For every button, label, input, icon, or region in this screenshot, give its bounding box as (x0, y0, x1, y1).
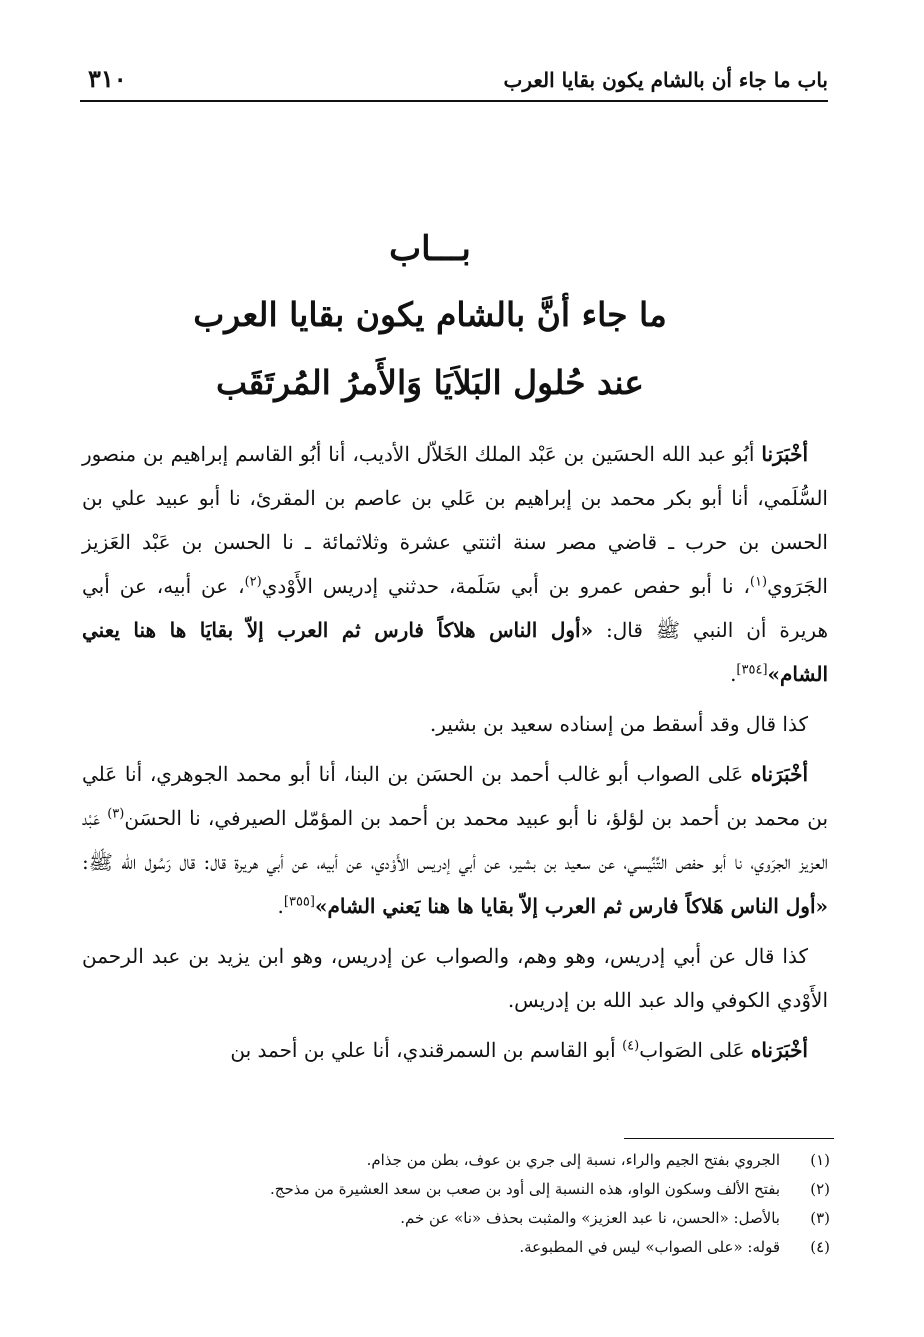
footnote-4 (90, 1233, 830, 1262)
paragraph-3-end: . (277, 894, 284, 918)
paragraph-3 (82, 752, 828, 928)
footnote-number: (٢) (810, 1180, 830, 1198)
hadith-quote-1: «أول الناس هلاكاً فارس ثم العرب إلاّ بقايَا ها هنا يعني الشام» (82, 618, 828, 686)
footnote-text: بفتح الألف وسكون الواو، هذه النسبة إلى أود بن صعب بن سعد العشيرة من مذحج. (270, 1180, 780, 1198)
chapter-title-line-2: عند حُلول البَلاَيَا وَالأَمرُ المُرتَقَب (216, 363, 644, 402)
footnote-text: الجروي بفتح الجيم والراء، نسبة إلى جري بن عوف، بطن من جذام. (366, 1151, 780, 1169)
paragraph-1-text-b: ، نا أبو حفص عمرو بن أبي سَلَمة، حدثني إدريس الأَوْدي (261, 574, 750, 598)
chapter-label: بـــاب (389, 229, 471, 269)
paragraph-3-text-b: عَبْد العزيز الجرَوي، نا أبو حفص التِّنِّيسي، عن سعيد بن بشير، عن أبي إدريس الأَوْدي، عن أبيه، عن أبي هريرة قال: قال رَسُول الله ﷺ: (82, 806, 828, 874)
paragraph-5-text-b: أبو القاسم بن السمرقندي، أنا علي بن أحمد بن (230, 1038, 616, 1062)
chapter-heading (150, 225, 710, 409)
paragraph-1-text-c: ، عن أبيه، عن أبي هريرة أن النبي ﷺ قال: (82, 574, 829, 642)
page-header (80, 58, 828, 102)
page-number: ٣١٠ (88, 64, 127, 93)
footnote-text: بالأصل: «الحسن، نا عبد العزيز» والمثبت بحذف «نا» عن خم. (400, 1209, 780, 1227)
footnote-1 (90, 1146, 830, 1175)
footnote-number: (٤) (810, 1238, 830, 1256)
footnote-3 (90, 1204, 830, 1233)
footnote-number: (١) (810, 1151, 830, 1169)
running-title: باب ما جاء أن بالشام يكون بقايا العرب (503, 68, 828, 92)
paragraph-5-text-a: عَلى الصَواب (639, 1038, 745, 1062)
footnote-marker-1: (١) (749, 574, 768, 590)
hadith-quote-2: «أول الناس هَلاكاً فارس ثم العرب إلاّ بقايا ها هنا يَعني الشام» (315, 894, 828, 918)
footnotes (90, 1146, 830, 1262)
footnote-marker-4: (٤) (622, 1038, 640, 1054)
hadith-ref-2: [٣٥٥] (283, 894, 315, 910)
keyword-akhbaranahu: أخْبَرَناه (750, 762, 809, 786)
paragraph-5 (82, 1028, 828, 1072)
paragraph-1-end: . (730, 662, 737, 686)
paragraph-3-text-a: عَلى الصواب أبو غالب أحمد بن الحسَن بن البنا، أنا أبو محمد الجوهري، أنا عَلي بن محمد بن أحمد بن لؤلؤ، نا أبو عبيد محمد بن أحمد بن المؤمّل الصيرفي، نا الحسَن (82, 762, 829, 830)
footnote-divider (624, 1138, 834, 1139)
paragraph-2: كذا قال وقد أسقط من إسناده سعيد بن بشير. (429, 712, 808, 736)
footnote-text: قوله: «على الصواب» ليس في المطبوعة. (519, 1238, 780, 1256)
chapter-title-line-1: ما جاء أنَّ بالشام يكون بقايا العرب (193, 295, 667, 334)
main-text (82, 432, 828, 1078)
paragraph-1-text-a: أبُو عبد الله الحسَين بن عَبْد الملك الخَلاّل الأديب، أنا أبُو القاسم إبراهيم بن منصور السُّلَمي، أنا أبو بكر محمد بن إبراهيم بن عَلي بن عاصم بن المقرئ، نا أبو عبيد علي بن الحسن بن حرب ـ قاضي مصر سنة اثنتي عشرة وثلاثمائة ـ نا الحسن بن عَبْد العَزيز الجَرَوي (82, 442, 828, 598)
keyword-akhbaranahu-2: أخْبَرَناه (750, 1038, 808, 1062)
footnote-marker-2: (٢) (244, 574, 262, 590)
hadith-ref-1: [٣٥٤] (736, 662, 768, 678)
paragraph-1 (82, 432, 828, 696)
footnote-2 (90, 1175, 830, 1204)
footnote-marker-3: (٣) (107, 806, 125, 822)
paragraph-4: كذا قال عن أبي إدريس، وهو وهم، والصواب عن إدريس، وهو ابن يزيد بن عبد الرحمن الأَوْدي الكوفي والد عبد الله بن إدريس. (82, 944, 828, 1012)
footnote-number: (٣) (810, 1209, 830, 1227)
keyword-akhbarana: أخْبَرَنا (761, 442, 809, 466)
